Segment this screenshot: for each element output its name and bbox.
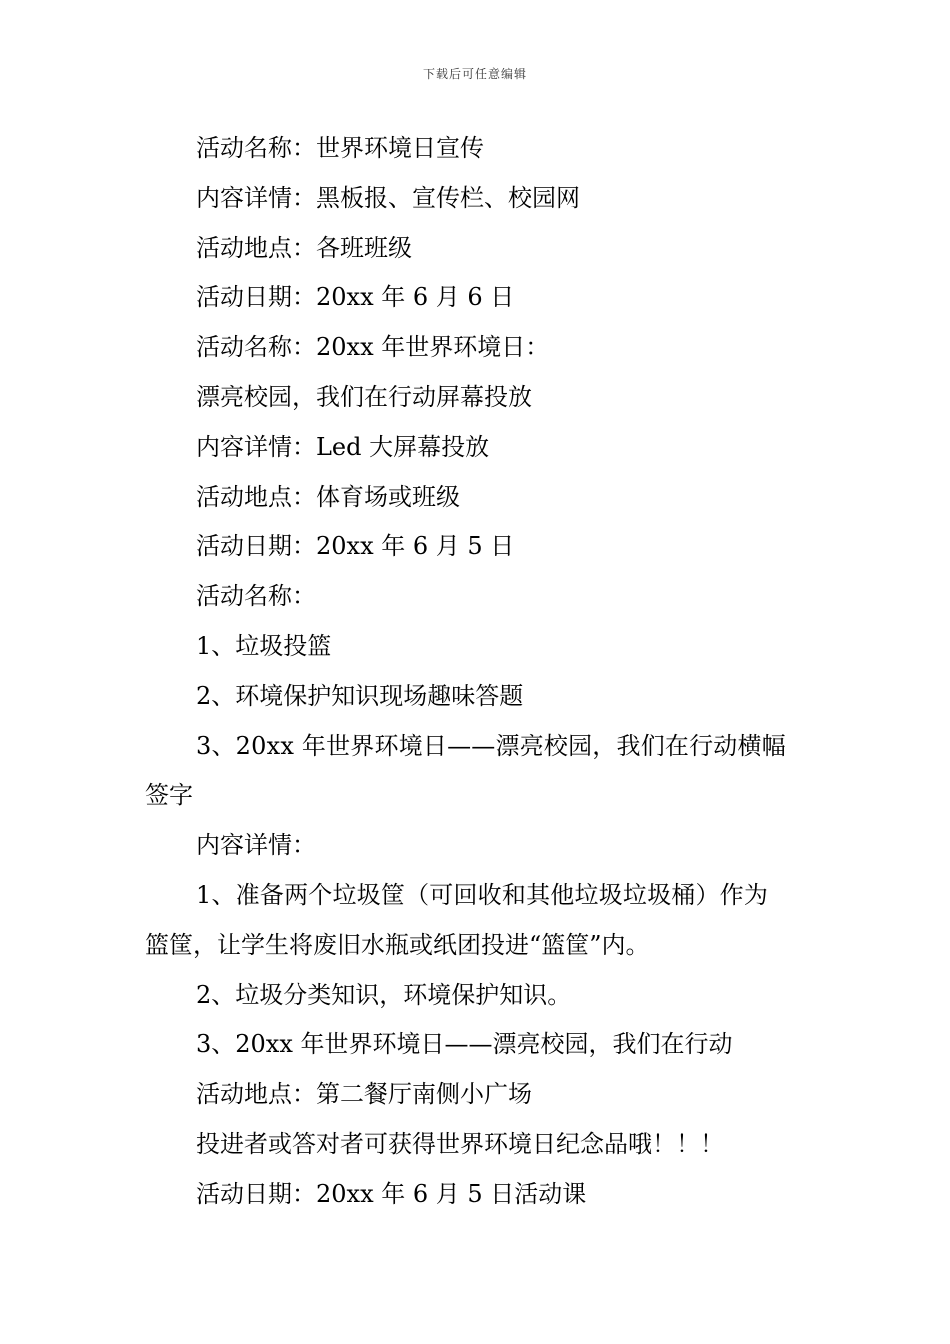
paragraph-line: 活动名称：20xx 年世界环境日： bbox=[196, 333, 550, 362]
document-body bbox=[145, 124, 810, 1220]
paragraph-line: 活动日期：20xx 年 6 月 6 日 bbox=[196, 283, 515, 312]
paragraph-line: 2、垃圾分类知识，环境保护知识。 bbox=[196, 980, 572, 1009]
page-header: 下载后可任意编辑 bbox=[422, 67, 527, 81]
paragraph-line: 内容详情：黑板报、宣传栏、校园网 bbox=[196, 183, 580, 212]
paragraph-line: 活动名称： bbox=[196, 582, 316, 611]
paragraph-line: 活动日期：20xx 年 6 月 5 日 bbox=[196, 532, 515, 561]
paragraph-line: 内容详情：Led 大屏幕投放 bbox=[196, 432, 490, 461]
paragraph-line: 内容详情： bbox=[196, 831, 316, 860]
paragraph-line: 1、垃圾投篮 bbox=[196, 631, 332, 660]
paragraph-line: 2、环境保护知识现场趣味答题 bbox=[196, 681, 524, 710]
paragraph-line: 活动名称：世界环境日宣传 bbox=[196, 134, 484, 162]
paragraph-line-continuation: 签字 bbox=[145, 781, 193, 810]
paragraph-line: 3、20xx 年世界环境日——漂亮校园，我们在行动横幅 bbox=[196, 731, 786, 760]
paragraph-line: 活动地点：第二餐厅南侧小广场 bbox=[196, 1080, 532, 1109]
paragraph-line: 1、准备两个垃圾筐（可回收和其他垃圾垃圾桶）作为 bbox=[196, 880, 769, 909]
paragraph-line: 3、20xx 年世界环境日——漂亮校园，我们在行动 bbox=[196, 1030, 733, 1059]
paragraph-line: 漂亮校园，我们在行动屏幕投放 bbox=[196, 382, 532, 411]
paragraph-line: 活动地点：各班班级 bbox=[196, 233, 412, 262]
paragraph-line: 活动地点：体育场或班级 bbox=[196, 482, 460, 511]
paragraph-line-continuation: 篮筐，让学生将废旧水瓶或纸团投进“篮筐”内。 bbox=[145, 930, 650, 959]
paragraph-line: 活动日期：20xx 年 6 月 5 日活动课 bbox=[196, 1179, 587, 1208]
paragraph-line: 投进者或答对者可获得世界环境日纪念品哦！！！ bbox=[196, 1129, 724, 1158]
